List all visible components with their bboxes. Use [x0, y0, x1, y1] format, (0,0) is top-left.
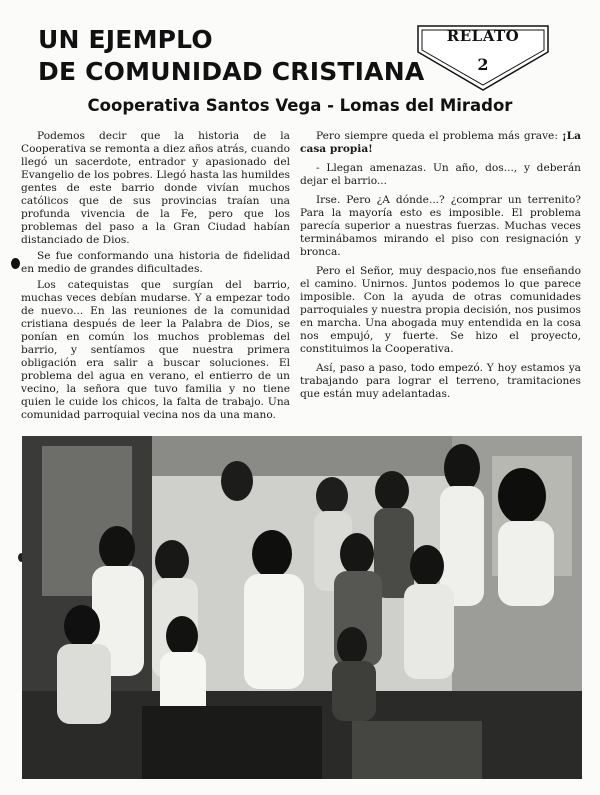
right-column: [300, 130, 581, 407]
title-line-2: DE COMUNIDAD CRISTIANA: [38, 57, 425, 86]
right-paragraph: - Llegan amenazas. Un año, dos..., y deberán dejar el barrio...: [300, 162, 581, 187]
relato-badge: [414, 22, 552, 94]
group-photo-illustration: [22, 436, 582, 779]
group-photo: [22, 436, 582, 779]
right-paragraph: Pero el Señor, muy despacio,nos fue enseñando el camino. Unirnos. Juntos podemos lo que parece imposible. Con la ayuda de otras comunidades parroquiales y nuestra propia decisión, nos pusimos en marcha. Una abogada muy entendida en la cosa nos empujó, y fuerte. Se hizo el proyecto, constituimos la Cooperativa.: [300, 265, 581, 355]
article-subtitle: Cooperativa Santos Vega - Lomas del Mirador: [87, 96, 513, 115]
title-line-1: UN EJEMPLO: [38, 25, 213, 54]
left-paragraph: Podemos decir que la historia de la Cooperativa se remonta a diez años atrás, cuando llegó un sacerdote, entrador y apasionado del Evangelio de los pobres. Llegó hasta las humildes gentes de este barrio donde vivían muchos católicos que de sus provincias traían una profunda vivencia de la Fe, pero que los problemas del paso a la Gran Ciudad habían distanciado de Dios.: [21, 130, 290, 246]
left-paragraph: Los catequistas que surgían del barrio, muchas veces debían mudarse. Y a empezar todo de nuevo... En las reuniones de la comunidad cristiana después de leer la Palabra de Dios, se ponían en común los muchos problemas del barrio, y sentíamos que nuestra primera obligación era salir a buscar soluciones. El problema del agua en verano, el entierro de un vecino, la señora que tuvo familia y no tiene quien le cuide los chicos, la falta de trabajo. Una comunidad parroquial vecina nos da una mano.: [21, 279, 290, 421]
left-column: [21, 130, 290, 425]
left-paragraph: Se fue conformando una historia de fidelidad en medio de grandes dificultades.: [21, 250, 290, 275]
right-intro-paragraph: [300, 130, 581, 156]
right-intro-emphasis: ¡La casa propia!: [300, 130, 581, 155]
badge-number: 2: [477, 55, 489, 74]
right-paragraph: Irse. Pero ¿A dónde...? ¿comprar un terrenito? Para la mayoría esto es imposible. El problema parecía superior a nuestras fuerzas. Muchas veces terminábamos mirando el piso con resignación y bronca.: [300, 194, 581, 258]
right-intro-text: Pero siempre queda el problema más grave:: [316, 130, 563, 142]
article-title: [38, 24, 424, 88]
print-blot: [11, 258, 20, 269]
right-paragraph: Así, paso a paso, todo empezó. Y hoy estamos ya trabajando para lograr el terreno, tramitaciones que están muy adelantadas.: [300, 362, 581, 400]
badge-label: RELATO: [446, 27, 520, 45]
